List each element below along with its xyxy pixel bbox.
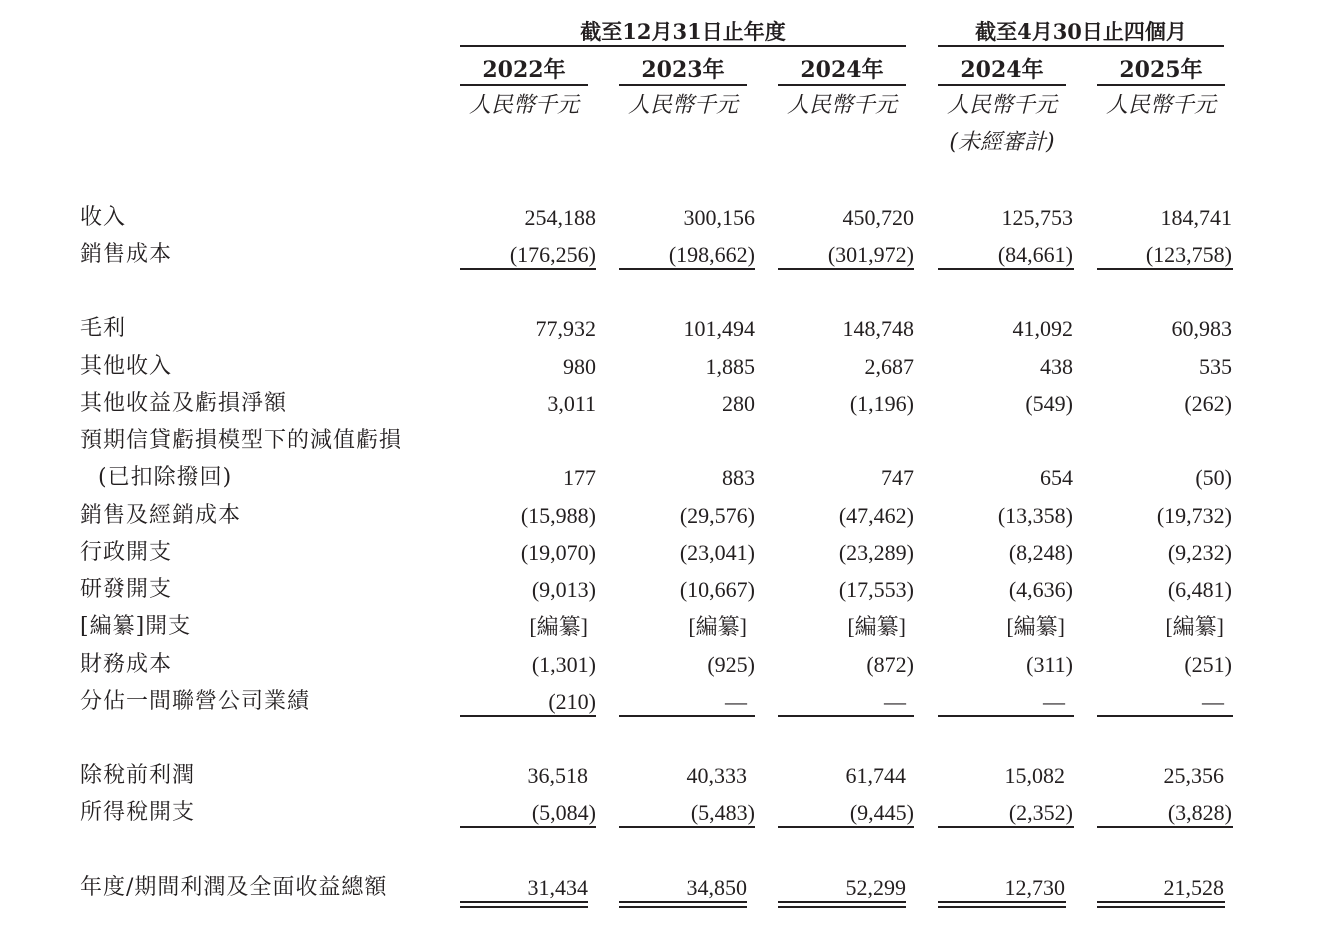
- cell: —: [884, 689, 906, 714]
- cell: (50): [1195, 465, 1232, 490]
- cell: 1,885: [705, 354, 755, 379]
- cell: (176,256): [509, 242, 596, 267]
- cell: (198,662): [668, 242, 755, 267]
- cell: 654: [1040, 465, 1073, 490]
- unit-label: 人民幣千元: [946, 93, 1057, 118]
- total-double-rule: [460, 901, 588, 903]
- year-underline: [778, 84, 906, 86]
- total-double-rule: [778, 906, 906, 908]
- cell: 2,687: [864, 354, 914, 379]
- cell: 77,932: [535, 316, 596, 341]
- cell: 883: [722, 465, 755, 490]
- cell: (210): [548, 689, 596, 714]
- subtotal-rule: [619, 268, 755, 270]
- cell: (301,972): [827, 242, 914, 267]
- cell: (9,445): [849, 800, 914, 825]
- cell: 25,356: [1163, 763, 1224, 788]
- cell: 177: [563, 465, 596, 490]
- cell: 15,082: [1004, 763, 1065, 788]
- cell: —: [1202, 689, 1224, 714]
- cell: 21,528: [1163, 875, 1224, 900]
- unaudited-note: (未經審計): [949, 130, 1055, 155]
- row-label-profit-before-tax: 除稅前利潤: [80, 763, 196, 788]
- total-double-rule: [938, 906, 1066, 908]
- year-header: 2025年: [1119, 57, 1203, 83]
- row-label-impairment-reversal: (已扣除撥回): [98, 465, 233, 490]
- cell: 52,299: [845, 875, 906, 900]
- cell: 41,092: [1012, 316, 1073, 341]
- cell: —: [725, 689, 747, 714]
- subtotal-rule: [460, 715, 596, 717]
- cell: (262): [1184, 391, 1232, 416]
- cell: (1,196): [849, 391, 914, 416]
- subtotal-rule: [619, 715, 755, 717]
- row-label-selling-distribution: 銷售及經銷成本: [80, 503, 242, 528]
- cell: [編纂]: [1165, 614, 1224, 639]
- cell: 36,518: [527, 763, 588, 788]
- unit-label: 人民幣千元: [1105, 93, 1216, 118]
- cell: 535: [1199, 354, 1232, 379]
- cell: (1,301): [531, 652, 596, 677]
- cell: (19,732): [1156, 503, 1232, 528]
- row-label-revenue: 收入: [80, 205, 127, 230]
- cell: 60,983: [1171, 316, 1232, 341]
- total-double-rule: [460, 906, 588, 908]
- cell: [編纂]: [1006, 614, 1065, 639]
- cell: (13,358): [997, 503, 1073, 528]
- year-header: 2024年: [800, 57, 884, 83]
- row-label-other-income: 其他收入: [80, 354, 173, 379]
- subtotal-rule: [1097, 715, 1233, 717]
- row-label-impairment: 預期信貸虧損模型下的減值虧損: [80, 428, 403, 453]
- row-label-cost-of-sales: 銷售成本: [80, 242, 173, 267]
- cell: (549): [1025, 391, 1073, 416]
- cell: 148,748: [842, 316, 914, 341]
- total-double-rule: [1097, 906, 1225, 908]
- cell: (17,553): [838, 577, 914, 602]
- cell: (5,483): [690, 800, 755, 825]
- cell: 101,494: [683, 316, 755, 341]
- cell: —: [1043, 689, 1065, 714]
- group-header-four-months: 截至4月30日止四個月: [975, 19, 1187, 44]
- subtotal-rule: [1097, 826, 1233, 828]
- cell: 31,434: [527, 875, 588, 900]
- cell: (47,462): [838, 503, 914, 528]
- subtotal-rule: [619, 826, 755, 828]
- cell: (8,248): [1008, 540, 1073, 565]
- cell: (23,041): [679, 540, 755, 565]
- year-underline: [938, 84, 1066, 86]
- year-header: 2024年: [960, 57, 1044, 83]
- year-header: 2023年: [641, 57, 725, 83]
- cell: 450,720: [842, 205, 914, 230]
- cell: 438: [1040, 354, 1073, 379]
- unit-label: 人民幣千元: [786, 93, 897, 118]
- cell: [編纂]: [688, 614, 747, 639]
- group-underline: [938, 45, 1224, 47]
- total-double-rule: [619, 901, 747, 903]
- cell: (5,084): [531, 800, 596, 825]
- cell: (23,289): [838, 540, 914, 565]
- row-label-share-of-associate: 分佔一間聯營公司業績: [80, 689, 311, 714]
- total-double-rule: [619, 906, 747, 908]
- row-label-total-profit: 年度/期間利潤及全面收益總額: [80, 875, 388, 900]
- cell: (15,988): [520, 503, 596, 528]
- cell: 34,850: [686, 875, 747, 900]
- year-underline: [460, 84, 588, 86]
- cell: (3,828): [1167, 800, 1232, 825]
- subtotal-rule: [778, 268, 914, 270]
- cell: 125,753: [1001, 205, 1073, 230]
- year-underline: [619, 84, 747, 86]
- subtotal-rule: [938, 826, 1074, 828]
- cell: (84,661): [997, 242, 1073, 267]
- cell: [編纂]: [847, 614, 906, 639]
- subtotal-rule: [778, 826, 914, 828]
- cell: (6,481): [1167, 577, 1232, 602]
- cell: 40,333: [686, 763, 747, 788]
- unit-label: 人民幣千元: [627, 93, 738, 118]
- row-label-income-tax: 所得稅開支: [80, 800, 196, 825]
- row-label-administrative: 行政開支: [80, 540, 173, 565]
- cell: 184,741: [1160, 205, 1232, 230]
- row-label-redacted-expenses: [編纂]開支: [80, 614, 192, 639]
- cell: (311): [1026, 652, 1073, 677]
- cell: 61,744: [845, 763, 906, 788]
- cell: (123,758): [1145, 242, 1232, 267]
- cell: (9,232): [1167, 540, 1232, 565]
- subtotal-rule: [938, 268, 1074, 270]
- row-label-other-gains-losses: 其他收益及虧損淨額: [80, 391, 288, 416]
- cell: [編纂]: [529, 614, 588, 639]
- row-label-finance-costs: 財務成本: [80, 652, 173, 677]
- cell: (19,070): [520, 540, 596, 565]
- group-header-full-year: 截至12月31日止年度: [580, 19, 786, 44]
- cell: 980: [563, 354, 596, 379]
- cell: (925): [707, 652, 755, 677]
- cell: (10,667): [679, 577, 755, 602]
- cell: (9,013): [531, 577, 596, 602]
- total-double-rule: [938, 901, 1066, 903]
- subtotal-rule: [778, 715, 914, 717]
- cell: 300,156: [683, 205, 755, 230]
- cell: 12,730: [1004, 875, 1065, 900]
- row-label-research-development: 研發開支: [80, 577, 173, 602]
- group-underline: [460, 45, 906, 47]
- total-double-rule: [778, 901, 906, 903]
- cell: (872): [866, 652, 914, 677]
- cell: (251): [1184, 652, 1232, 677]
- subtotal-rule: [460, 826, 596, 828]
- cell: (2,352): [1008, 800, 1073, 825]
- cell: 3,011: [547, 391, 596, 416]
- cell: (29,576): [679, 503, 755, 528]
- cell: 280: [722, 391, 755, 416]
- cell: (4,636): [1008, 577, 1073, 602]
- cell: 254,188: [524, 205, 596, 230]
- unit-label: 人民幣千元: [468, 93, 579, 118]
- year-header: 2022年: [482, 57, 566, 83]
- total-double-rule: [1097, 901, 1225, 903]
- subtotal-rule: [1097, 268, 1233, 270]
- subtotal-rule: [938, 715, 1074, 717]
- row-label-gross-profit: 毛利: [80, 316, 127, 341]
- cell: 747: [881, 465, 914, 490]
- subtotal-rule: [460, 268, 596, 270]
- year-underline: [1097, 84, 1225, 86]
